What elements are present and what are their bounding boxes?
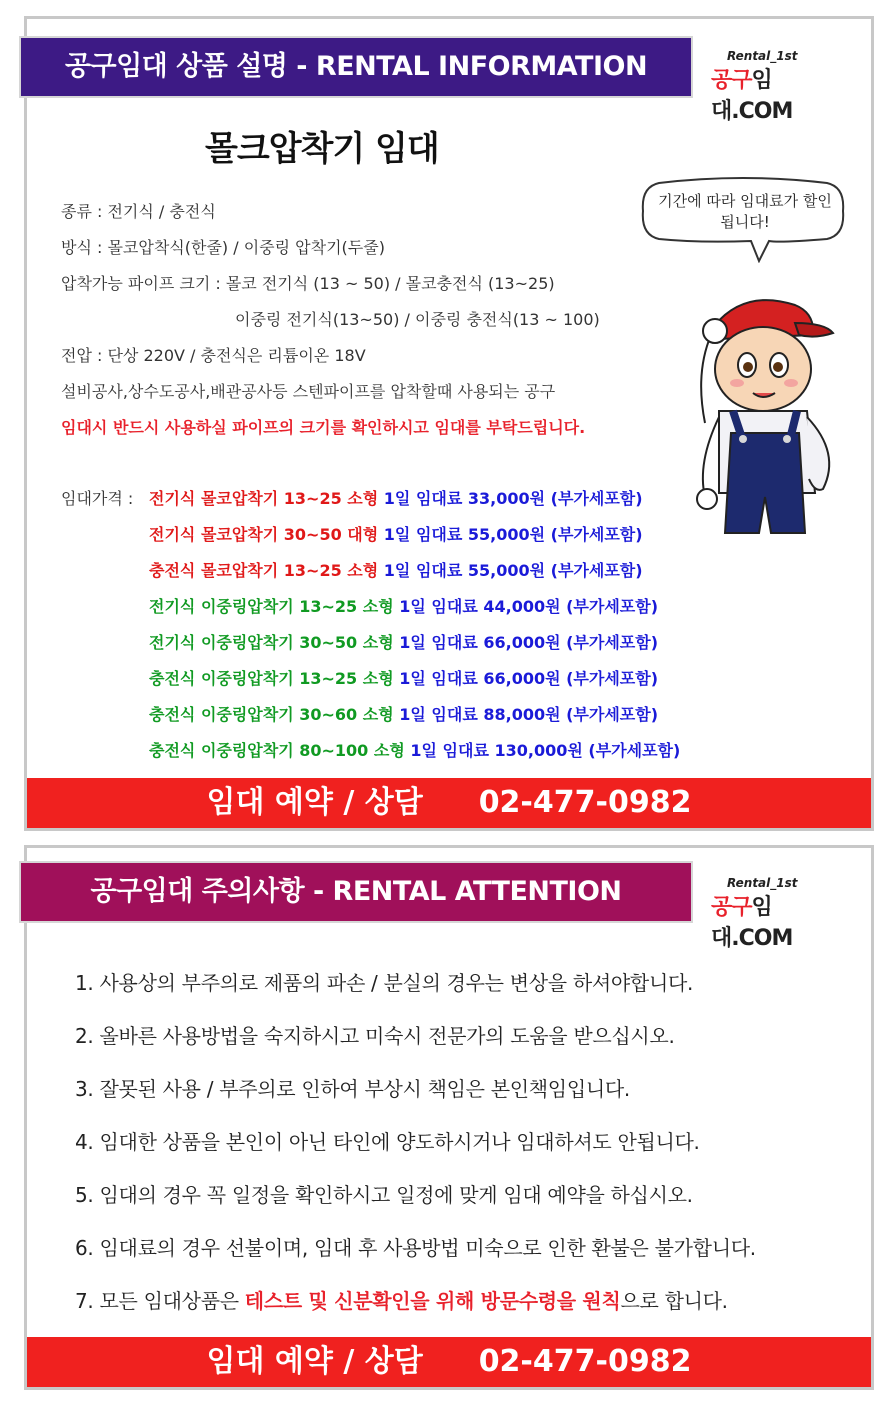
logo-wordmark: 공구임대.COM	[711, 68, 793, 124]
phone-number[interactable]: 02-477-0982	[478, 785, 692, 820]
site-logo[interactable]	[711, 876, 851, 952]
logo-wordmark: 공구임대.COM	[711, 895, 793, 951]
notice-item: 3. 잘못된 사용 / 부주의로 인하여 부상시 책임은 본인책임입니다.	[75, 1077, 630, 1101]
price-row: 전기식 몰코압착기 30~50 대형 1일 임대료 55,000원 (부가세포함)	[149, 525, 643, 544]
price-row: 충전식 이중링압착기 30~60 소형 1일 임대료 88,000원 (부가세포함)	[149, 705, 659, 724]
price-row: 전기식 이중링압착기 30~50 소형 1일 임대료 66,000원 (부가세포함)	[149, 633, 659, 652]
price-row: 전기식 몰코압착기 13~25 소형 1일 임대료 33,000원 (부가세포함)	[149, 489, 643, 508]
info-usage: 설비공사,상수도공사,배관공사등 스텐파이프를 압착할때 사용되는 공구	[61, 382, 556, 401]
info-pipe-size: 압착가능 파이프 크기 : 몰코 전기식 (13 ~ 50) / 몰코충전식 (13~25)	[61, 274, 555, 293]
info-voltage: 전압 : 단상 220V / 충전식은 리튬이온 18V	[61, 346, 366, 365]
notice-item: 7. 모든 임대상품은 테스트 및 신분확인을 위해 방문수령을 원칙으로 합니다.	[75, 1289, 728, 1313]
price-row: 충전식 이중링압착기 13~25 소형 1일 임대료 66,000원 (부가세포함)	[149, 669, 659, 688]
notice-item: 4. 임대한 상품을 본인이 아닌 타인에 양도하시거나 임대하셔도 안됩니다.	[75, 1130, 700, 1154]
price-label: 임대가격 :	[61, 489, 134, 508]
notice-item: 1. 사용상의 부주의로 제품의 파손 / 분실의 경우는 변상을 하셔야합니다.	[75, 971, 694, 995]
notice-highlight: 테스트 및 신분확인을 위해 방문수령을 원칙	[244, 1289, 621, 1313]
logo-tagline: Rental_1st	[727, 876, 798, 890]
notice-item: 5. 임대의 경우 꼭 일정을 확인하시고 일정에 맞게 임대 예약을 하십시오.	[75, 1183, 693, 1207]
rental-attention-banner: 공구임대 주의사항 - RENTAL ATTENTION	[19, 861, 693, 923]
price-row: 전기식 이중링압착기 13~25 소형 1일 임대료 44,000원 (부가세포함)	[149, 597, 659, 616]
info-pipe-size-2: 이중링 전기식(13~50) / 이중링 충전식(13 ~ 100)	[235, 310, 600, 329]
reservation-footer[interactable]	[27, 778, 871, 828]
reservation-label: 임대 예약 / 상담	[206, 1344, 423, 1379]
info-type: 종류 : 전기식 / 충전식	[61, 202, 216, 221]
rental-attention-card	[24, 845, 874, 1390]
product-title: 몰크압착기 임대	[205, 129, 439, 169]
rental-info-banner: 공구임대 상품 설명 - RENTAL INFORMATION	[19, 36, 693, 98]
notice-item: 6. 임대료의 경우 선불이며, 임대 후 사용방법 미숙으로 인한 환불은 불가합니다.	[75, 1236, 756, 1260]
notice-item: 2. 올바른 사용방법을 숙지하시고 미숙시 전문가의 도움을 받으십시오.	[75, 1024, 675, 1048]
logo-tagline: Rental_1st	[727, 49, 798, 63]
info-method: 방식 : 몰코압착식(한줄) / 이중링 압착기(두줄)	[61, 238, 385, 257]
info-warning: 임대시 반드시 사용하실 파이프의 크기를 확인하시고 임대를 부탁드립니다.	[61, 418, 586, 437]
price-row: 충전식 이중링압착기 80~100 소형 1일 임대료 130,000원 (부가세포함)	[149, 741, 681, 760]
reservation-label: 임대 예약 / 상담	[206, 785, 423, 820]
rental-info-card	[24, 16, 874, 831]
phone-number[interactable]: 02-477-0982	[478, 1344, 692, 1379]
price-row: 충전식 몰코압착기 13~25 소형 1일 임대료 55,000원 (부가세포함)	[149, 561, 643, 580]
mascot-worker-icon	[675, 283, 845, 545]
bubble-text: 기간에 따라 임대료가 할인됩니다!	[658, 192, 832, 231]
reservation-footer[interactable]	[27, 1337, 871, 1387]
site-logo[interactable]	[711, 49, 851, 125]
